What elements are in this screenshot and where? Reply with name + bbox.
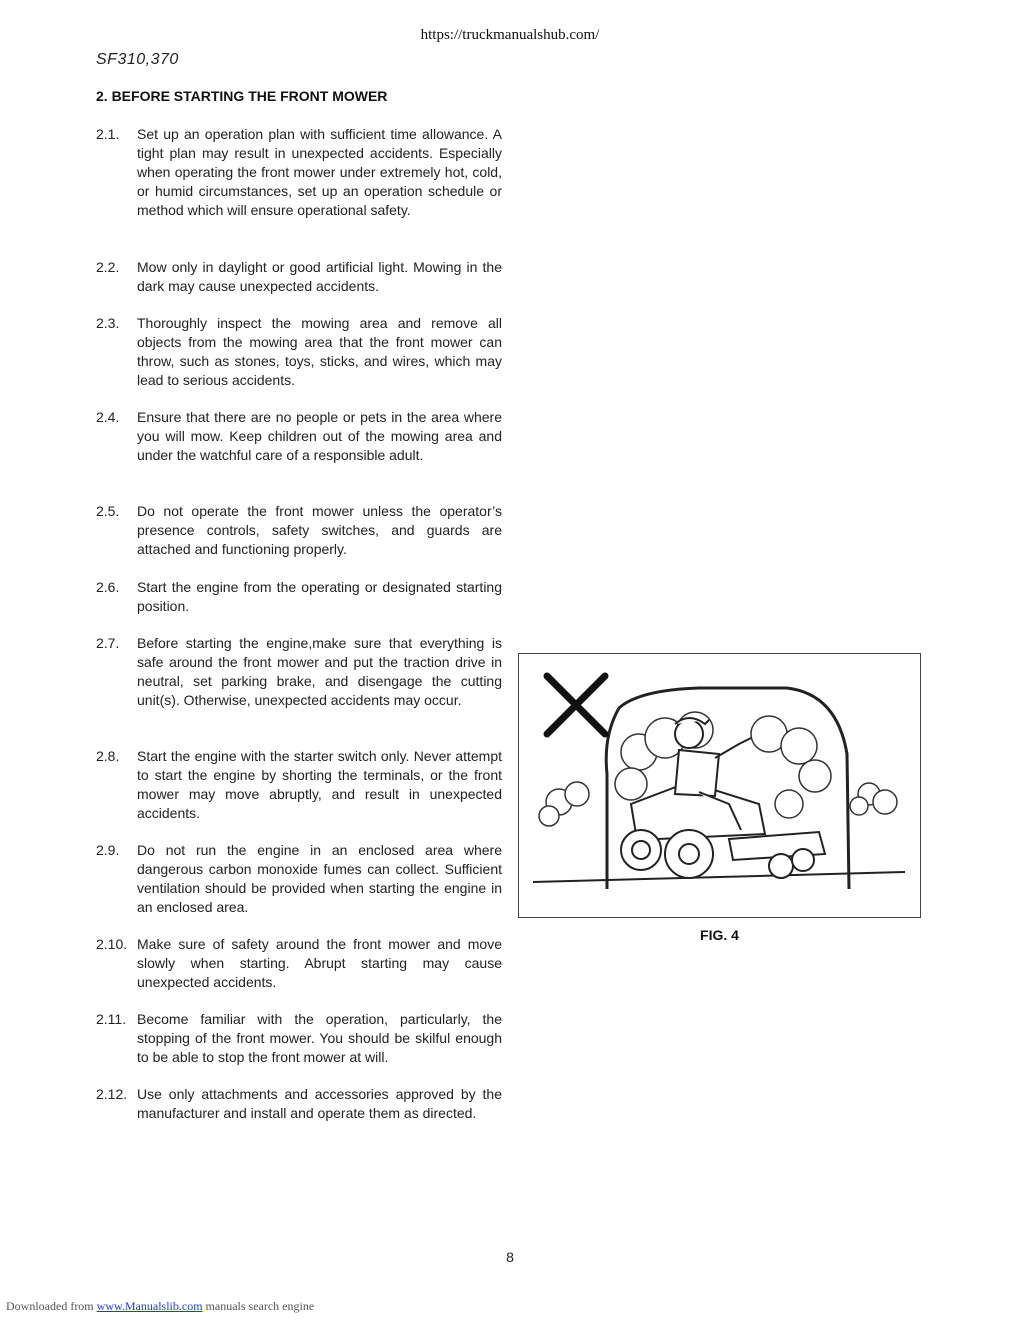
item-text: Become familiar with the operation, particularly, the stopping of the front mower. You should be skilful enough to be able to stop the front mower at will. <box>137 1011 502 1065</box>
prohibited-x-icon <box>547 676 605 734</box>
item-number: 2.1. <box>96 126 120 142</box>
item-number: 2.12. <box>96 1086 128 1102</box>
item-number: 2.5. <box>96 503 120 519</box>
list-item <box>96 1085 502 1123</box>
item-number: 2.10. <box>96 936 128 952</box>
item-text: Ensure that there are no people or pets in the area where you will mow. Keep children out of the mowing area and under the watchful care of a responsible adult. <box>137 409 502 463</box>
item-text: Before starting the engine,make sure that everything is safe around the front mower and put the traction drive in neutral, set parking brake, and disengage the cutting unit(s). Otherwise, unexpected accidents may occur. <box>137 635 502 708</box>
item-text: Start the engine from the operating or designated starting position. <box>137 579 502 614</box>
item-number: 2.4. <box>96 409 120 425</box>
item-number: 2.7. <box>96 635 120 651</box>
item-number: 2.8. <box>96 748 120 764</box>
list-item <box>96 314 502 390</box>
item-text: Do not operate the front mower unless the operator’s presence controls, safety switches, and guards are attached and functioning properly. <box>137 503 502 557</box>
item-number: 2.3. <box>96 315 120 331</box>
list-item <box>96 747 502 823</box>
manualslib-link[interactable]: www.Manualslib.com <box>96 1299 203 1313</box>
list-item <box>96 258 502 296</box>
list-item <box>96 634 502 710</box>
item-text: Mow only in daylight or good artificial light. Mowing in the dark may cause unexpected accidents. <box>137 259 502 294</box>
list-item <box>96 502 502 559</box>
section-title: 2. BEFORE STARTING THE FRONT MOWER <box>96 88 388 104</box>
list-item <box>96 1010 502 1067</box>
footer <box>6 1299 314 1314</box>
model-label: SF310,370 <box>96 51 179 68</box>
item-number: 2.11. <box>96 1011 127 1027</box>
list-item <box>96 408 502 465</box>
item-number: 2.2. <box>96 259 120 275</box>
page-number: 8 <box>506 1249 514 1265</box>
figure-illustration <box>518 653 921 918</box>
list-item <box>96 841 502 917</box>
item-text: Set up an operation plan with sufficient time allowance. A tight plan may result in unexpected accidents. Especially when operating the front mower under extremely hot, cold, or humid circumstances, set up an operation schedule or method which will ensure operational safety. <box>137 126 502 218</box>
item-text: Thoroughly inspect the mowing area and remove all objects from the mowing area that the front mower can throw, such as stones, toys, sticks, and wires, which may lead to serious accidents. <box>137 315 502 388</box>
item-number: 2.9. <box>96 842 120 858</box>
mower-enclosed-area-illustration <box>519 654 920 917</box>
list-item <box>96 578 502 616</box>
item-text: Use only attachments and accessories approved by the manufacturer and install and operate them as directed. <box>137 1086 502 1121</box>
footer-suffix: manuals search engine <box>205 1299 315 1313</box>
figure-caption: FIG. 4 <box>700 927 739 943</box>
list-item <box>96 125 502 220</box>
item-text: Start the engine with the starter switch only. Never attempt to start the engine by shorting the terminals, or the front mower may move abruptly, and result in unexpected accidents. <box>137 748 502 821</box>
footer-prefix: Downloaded from <box>6 1299 94 1313</box>
source-url: https://truckmanualshub.com/ <box>420 27 600 43</box>
list-item <box>96 935 502 992</box>
item-number: 2.6. <box>96 579 120 595</box>
item-text: Do not run the engine in an enclosed area where dangerous carbon monoxide fumes can collect. Sufficient ventilation should be provided when starting the engine in an enclosed area. <box>137 842 502 915</box>
item-text: Make sure of safety around the front mower and move slowly when starting. Abrupt starting may cause unexpected accidents. <box>137 936 502 990</box>
